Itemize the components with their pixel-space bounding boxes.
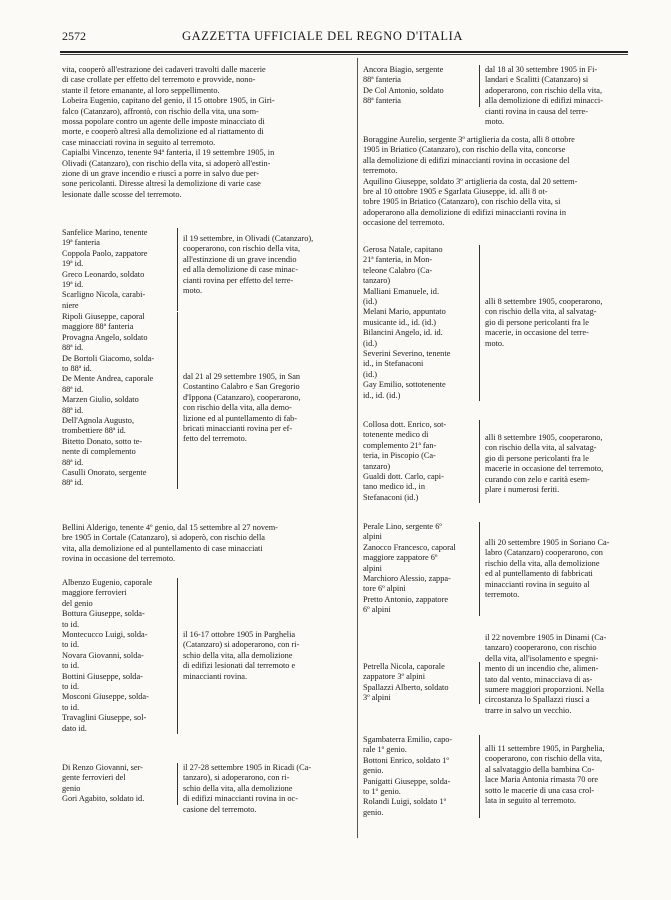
name-line: complemento 21ª fan- bbox=[363, 440, 437, 450]
award-description-line: landari e Scalitti (Catanzaro) si bbox=[485, 75, 589, 85]
name-line: Panigatti Giuseppe, solda- bbox=[363, 776, 451, 786]
award-description-line: terremoto. bbox=[485, 590, 520, 599]
name-line: maggiore 88ª fanteria bbox=[62, 322, 134, 332]
name-line: Melani Mario, appuntato bbox=[363, 307, 446, 317]
name-line: genio bbox=[62, 783, 81, 793]
name-line: 19ª fanteria bbox=[62, 238, 100, 248]
name-line: Mosconi Giuseppe, solda- bbox=[62, 692, 149, 702]
name-line: 88ª fanteria bbox=[363, 75, 401, 85]
award-description-line: curando con zelo e carità esem- bbox=[485, 474, 590, 484]
right-paragraph-line: terremoto. bbox=[363, 166, 398, 176]
name-line: to 1º genio. bbox=[363, 787, 401, 796]
left-paragraph-line: vita, alla demolizione ed al puntellamento di case minacciati bbox=[62, 543, 263, 553]
header-rule bbox=[60, 51, 628, 53]
award-description-line: tanzaro), si adoperarono, con ri- bbox=[183, 773, 290, 783]
award-description-line: rischio della vita, alla demolizione bbox=[485, 558, 600, 568]
name-line: maggiore ferrovieri bbox=[62, 588, 127, 598]
award-description-line: plare i numerosi feriti. bbox=[485, 485, 560, 494]
award-description-line: labro (Catanzaro) cooperarono, con bbox=[485, 548, 603, 558]
award-description-line: dal 21 al 29 settembre 1905, in San bbox=[183, 372, 301, 381]
name-line: (id.) bbox=[363, 338, 378, 348]
left-paragraph-line: rovina in occasione del terremoto. bbox=[62, 554, 176, 564]
left-paragraph-line: zione di un grave incendio e riuscì a porre in salvo due per- bbox=[62, 169, 260, 178]
left-paragraph-line: Bellini Alderigo, tenente 4º genio, dal 15 settembre al 27 novem- bbox=[62, 523, 278, 532]
award-description-line: ed al puntellamento di fabbricati bbox=[485, 569, 593, 579]
name-line: 19ª id. bbox=[62, 259, 84, 269]
award-description-line: di edifizi minaccianti rovina in oc- bbox=[183, 794, 298, 804]
name-line: Marchioro Alessio, zappa- bbox=[363, 574, 451, 583]
left-paragraph-line: morte, e cooperò altresì alla demolizione ed al riattamento di bbox=[62, 127, 264, 137]
name-line: (id.) bbox=[363, 369, 378, 379]
award-description-line: il 19 settembre, in Olivadi (Catanzaro), bbox=[183, 234, 314, 243]
name-line: 88ª id. bbox=[62, 343, 84, 353]
name-line: Sgambaterra Emilio, capo- bbox=[363, 735, 453, 744]
left-paragraph-line: lesionate dalle scosse del terremoto. bbox=[62, 189, 182, 199]
name-line: to id. bbox=[62, 661, 80, 671]
name-line: Gay Emilio, sottotenente bbox=[363, 380, 446, 390]
name-line: Petrella Nicola, caporale bbox=[363, 662, 445, 671]
group-brace bbox=[479, 735, 480, 818]
award-description-line: (Catanzaro) si adoperarono, con ri- bbox=[183, 640, 300, 650]
name-line: De Bortoli Giacomo, solda- bbox=[62, 353, 155, 363]
left-paragraph-line: vita, cooperò all'estrazione dei cadaveri travolti dalle macerie bbox=[62, 65, 266, 74]
award-description-line: all'estinzione di un grave incendio bbox=[183, 254, 297, 264]
award-description-line: ed alla demolizione di case minac- bbox=[183, 265, 298, 275]
name-line: Greco Leonardo, soldato bbox=[62, 269, 145, 279]
name-line: Zanocco Francesco, caporal bbox=[363, 542, 456, 552]
column-divider bbox=[357, 58, 358, 838]
award-description-line: lace Maria Antonia rimasta 70 ore bbox=[485, 775, 599, 785]
award-description-line: gio di persone pericolanti fra le bbox=[485, 317, 589, 327]
award-description-line: cianti rovina per effetto del terre- bbox=[183, 275, 294, 285]
name-line: (id.) bbox=[363, 297, 378, 306]
right-paragraph-line: occasione del terremoto. bbox=[363, 218, 445, 228]
award-description-line: cooperarono, con rischio della vita, bbox=[485, 754, 603, 764]
award-description-line: sumere maggiori proporzioni. Nella bbox=[485, 685, 604, 694]
name-line: De Col Antonio, soldato bbox=[363, 85, 444, 95]
award-description-line: alli 8 settembre 1905, cooperarono, bbox=[485, 297, 603, 306]
name-line: genio. bbox=[363, 766, 384, 776]
name-line: zappatore 3º alpini bbox=[363, 672, 426, 682]
name-line: Rolandi Luigi, soldato 1º bbox=[363, 797, 447, 807]
award-description-line: alla demolizione di edifizi minacci- bbox=[485, 96, 603, 106]
name-line: genio. bbox=[363, 807, 384, 817]
group-brace bbox=[177, 763, 178, 805]
name-line: Stefanaconi (id.) bbox=[363, 492, 419, 502]
name-line: alpini bbox=[363, 563, 382, 573]
name-line: teria, in Piscopio (Ca- bbox=[363, 451, 436, 461]
award-description-line: lata in seguito al terremoto. bbox=[485, 796, 577, 805]
right-paragraph-line: Boraggine Aurelio, sergente 3º artiglieria da costa, alli 8 ottobre bbox=[363, 135, 575, 144]
award-description-line: con rischio della vita, al salvatag- bbox=[485, 443, 597, 453]
name-line: Pretto Antonio, zappatore bbox=[363, 594, 449, 604]
name-line: De Mente Andrea, caporale bbox=[62, 374, 154, 384]
name-line: Albenzo Eugenio, caporale bbox=[62, 578, 153, 587]
name-line: gente ferrovieri del bbox=[62, 773, 126, 783]
name-line: totenente medico di bbox=[363, 430, 429, 440]
name-line: dato id. bbox=[62, 723, 87, 733]
name-line: Bottini Giuseppe, solda- bbox=[62, 671, 143, 681]
award-description-line: alli 8 settembre 1905, cooperarono, bbox=[485, 433, 603, 442]
name-line: Ripoli Giuseppe, caporal bbox=[62, 312, 145, 321]
name-line: Malliani Emanuele, id. bbox=[363, 286, 440, 296]
group-brace bbox=[479, 65, 480, 107]
award-description-line: gio di persone pericolanti fra le bbox=[485, 453, 589, 463]
name-line: Bottura Giuseppe, solda- bbox=[62, 609, 145, 619]
name-line: niere bbox=[62, 300, 79, 310]
name-line: Gerosa Natale, capitano bbox=[363, 245, 443, 254]
award-description-line: il 22 novembre 1905 in Dinami (Ca- bbox=[485, 633, 607, 642]
left-paragraph-line: mossa popolare contro un agente delle imposte minacciato di bbox=[62, 117, 265, 126]
award-description-line: fetto del terremoto. bbox=[183, 434, 247, 444]
award-description-line: casione del terremoto. bbox=[183, 804, 257, 814]
left-paragraph-line: Capialbi Vincenzo, tenente 94ª fanteria, il 19 settembre 1905, in bbox=[62, 148, 275, 158]
name-line: 3º alpini bbox=[363, 693, 391, 703]
award-description-line: circostanza lo Spallazzi riuscì a bbox=[485, 695, 590, 705]
award-description-line: macerie in occasione del terremoto, bbox=[485, 464, 604, 474]
name-line: Bitetto Donato, sotto te- bbox=[62, 436, 143, 446]
left-paragraph-line: stante il fetore emanante, al loro seppellimento. bbox=[62, 85, 220, 95]
award-description-line: tanzaro) cooperarono, con rischio bbox=[485, 643, 597, 653]
award-description-line: con rischio della vita, alla demo- bbox=[183, 403, 292, 413]
award-description-line: di edifizi lesionati dal terremoto e bbox=[183, 661, 296, 671]
award-description-line: minaccianti rovina. bbox=[183, 671, 248, 681]
name-line: Provagna Angelo, soldato bbox=[62, 332, 148, 342]
right-paragraph-line: bre al 10 ottobre 1905 e Sgarlata Giuseppe, id. alli 8 ot- bbox=[363, 187, 548, 196]
award-description-line: bricati minaccianti rovina per ef- bbox=[183, 424, 293, 433]
name-line: rale 1º genio. bbox=[363, 745, 407, 755]
name-line: teleone Calabro (Ca- bbox=[363, 265, 433, 275]
award-description-line: macerie, in occasione del terre- bbox=[485, 328, 589, 338]
name-line: 6º alpini bbox=[363, 605, 391, 615]
award-description-line: Costantino Calabro e San Gregorio bbox=[183, 382, 300, 392]
award-description-line: schio della vita, alla demolizione bbox=[183, 650, 293, 660]
name-line: Dell'Agnola Augusto, bbox=[62, 416, 135, 425]
name-line: trombettiere 88ª id. bbox=[62, 426, 126, 436]
award-description-line: il 27-28 settembre 1905 in Ricadi (Ca- bbox=[183, 763, 312, 772]
name-line: tore 6º alpini bbox=[363, 584, 406, 594]
name-line: id., in Stefanaconi bbox=[363, 359, 424, 369]
name-line: Bottoni Enrico, soldato 1º bbox=[363, 755, 449, 765]
award-description-line: sotto le macerie di una casa crol- bbox=[485, 785, 595, 795]
name-line: Sanfelice Marino, tenente bbox=[62, 228, 148, 237]
group-brace bbox=[479, 662, 480, 704]
left-paragraph-line: bre 1905 in Cortale (Catanzaro), si adoperò, con rischio della bbox=[62, 533, 265, 543]
award-description-line: con rischio della vita, al salvatag- bbox=[485, 307, 597, 317]
name-line: alpini bbox=[363, 532, 382, 542]
name-line: Spallazzi Alberto, soldato bbox=[363, 682, 449, 692]
award-description-line: schio della vita, alla demolizione bbox=[183, 783, 293, 793]
right-paragraph-line: Aquilino Giuseppe, soldato 3º artiglieria da costa, dal 20 settem- bbox=[363, 176, 578, 186]
name-line: 88ª id. bbox=[62, 405, 84, 415]
award-description-line: moto. bbox=[183, 286, 203, 295]
name-line: Severini Severino, tenente bbox=[363, 349, 451, 358]
left-paragraph-line: falco (Catanzaro), affrontò, con rischio della vita, una som- bbox=[62, 106, 259, 116]
right-paragraph-line: alla demolizione di edifizi minaccianti rovina in occasione del bbox=[363, 155, 570, 165]
name-line: Marzen Giulio, soldato bbox=[62, 395, 139, 405]
name-line: maggiore zappatore 6º bbox=[363, 553, 438, 563]
name-line: tanzaro) bbox=[363, 276, 391, 286]
name-line: nente di complemento bbox=[62, 447, 136, 457]
group-brace bbox=[479, 420, 480, 503]
award-description-line: al salvataggio della bambina Co- bbox=[485, 764, 595, 774]
name-line: Novara Giovanni, solda- bbox=[62, 650, 144, 660]
name-line: tanzaro) bbox=[363, 461, 391, 471]
name-line: Coppola Paolo, zappatore bbox=[62, 248, 148, 258]
header-rule-thin bbox=[60, 54, 628, 55]
right-paragraph-line: adoperarono alla demolizione di edifizi minaccianti rovina in bbox=[363, 207, 566, 217]
group-brace bbox=[479, 245, 480, 401]
name-line: to id. bbox=[62, 619, 80, 629]
left-paragraph-line: case minacciati rovina in seguito al terremoto. bbox=[62, 137, 216, 147]
page-number: 2572 bbox=[62, 29, 86, 43]
name-line: 19ª id. bbox=[62, 280, 84, 289]
name-line: 21ª fanteria, in Mon- bbox=[363, 255, 433, 265]
name-line: Scarligno Nicola, carabi- bbox=[62, 290, 146, 300]
group-brace bbox=[177, 578, 178, 734]
name-line: 88ª fanteria bbox=[363, 96, 401, 106]
right-paragraph-line: 1905 in Briatico (Catanzaro), con rischio della vita, concorse bbox=[363, 145, 566, 155]
name-line: Gori Agabito, soldato id. bbox=[62, 794, 145, 804]
page-header bbox=[62, 27, 626, 47]
award-description-line: della vita, all'isolamento e spegni- bbox=[485, 653, 599, 663]
award-description-line: cianti rovina in causa del terre- bbox=[485, 106, 588, 116]
award-description-line: mento di un incendio che, alimen- bbox=[485, 664, 599, 674]
award-description-line: moto. bbox=[485, 117, 505, 126]
name-line: Perale Lino, sergente 6º bbox=[363, 522, 442, 531]
name-line: 88ª id. bbox=[62, 384, 84, 394]
name-line: musicante id., id. (id.) bbox=[363, 317, 437, 327]
award-description-line: minaccianti rovina in seguito al bbox=[485, 579, 590, 589]
group-brace bbox=[177, 228, 178, 311]
group-brace bbox=[479, 522, 480, 616]
left-paragraph-line: sone pericolanti. Diresse altresì la demolizione di varie case bbox=[62, 179, 261, 189]
name-line: Travaglini Giuseppe, sol- bbox=[62, 713, 147, 723]
name-line: del genio bbox=[62, 598, 93, 608]
name-line: Casulli Onorato, sergente bbox=[62, 468, 147, 477]
award-description-line: dal 18 al 30 settembre 1905 in Fi- bbox=[485, 65, 598, 74]
gazette-title: GAZZETTA UFFICIALE DEL REGNO D'ITALIA bbox=[182, 29, 463, 43]
award-description-line: il 16-17 ottobre 1905 in Parghelia bbox=[183, 630, 296, 639]
award-description-line: trarre in salvo un vecchio. bbox=[485, 705, 572, 715]
award-description-line: d'Ippona (Catanzaro), cooperarono, bbox=[183, 392, 301, 402]
left-paragraph-line: Olivadi (Catanzaro), con rischio della vita, si adoperò all'estin- bbox=[62, 158, 271, 168]
award-description-line: tato dal vento, minacciava di as- bbox=[485, 674, 593, 684]
award-description-line: moto. bbox=[485, 338, 505, 348]
award-description-line: alli 11 settembre 1905, in Parghelia, bbox=[485, 744, 605, 753]
name-line: 88ª id. bbox=[62, 478, 84, 488]
name-line: to id. bbox=[62, 702, 80, 712]
name-line: Ancora Biagio, sergente bbox=[363, 65, 444, 74]
name-line: tano medico id., in bbox=[363, 482, 425, 492]
name-line: id., id. (id.) bbox=[363, 390, 401, 400]
name-line: to 88ª id. bbox=[62, 364, 92, 373]
name-line: Gualdi dott. Carlo, capi- bbox=[363, 472, 444, 481]
award-description-line: lizione ed al puntellamento di fab- bbox=[183, 413, 298, 423]
right-paragraph-line: tobre 1905 in Briatico (Catanzaro), con rischio della vita, si bbox=[363, 197, 561, 207]
name-line: Di Renzo Giovanni, ser- bbox=[62, 763, 143, 772]
left-paragraph-line: Lobeira Eugenio, capitano del genio, il 15 ottobre 1905, in Giri- bbox=[62, 96, 275, 106]
award-description-line: alli 20 settembre 1905 in Soriano Ca- bbox=[485, 538, 610, 547]
name-line: 88ª id. bbox=[62, 457, 84, 467]
group-brace bbox=[177, 312, 178, 489]
name-line: Montecucco Luigi, solda- bbox=[62, 630, 148, 639]
name-line: to id. bbox=[62, 682, 80, 691]
award-description-line: cooperarono, con rischio della vita, bbox=[183, 244, 301, 254]
name-line: Collosa dott. Enrico, sot- bbox=[363, 420, 447, 429]
name-line: to id. bbox=[62, 640, 80, 650]
award-description-line: adoperarono, con rischio della vita, bbox=[485, 85, 603, 95]
left-paragraph-line: di case crollate per effetto del terremoto e provvide, nono- bbox=[62, 75, 256, 85]
name-line: Bilancini Angelo, id. id. bbox=[363, 328, 443, 338]
